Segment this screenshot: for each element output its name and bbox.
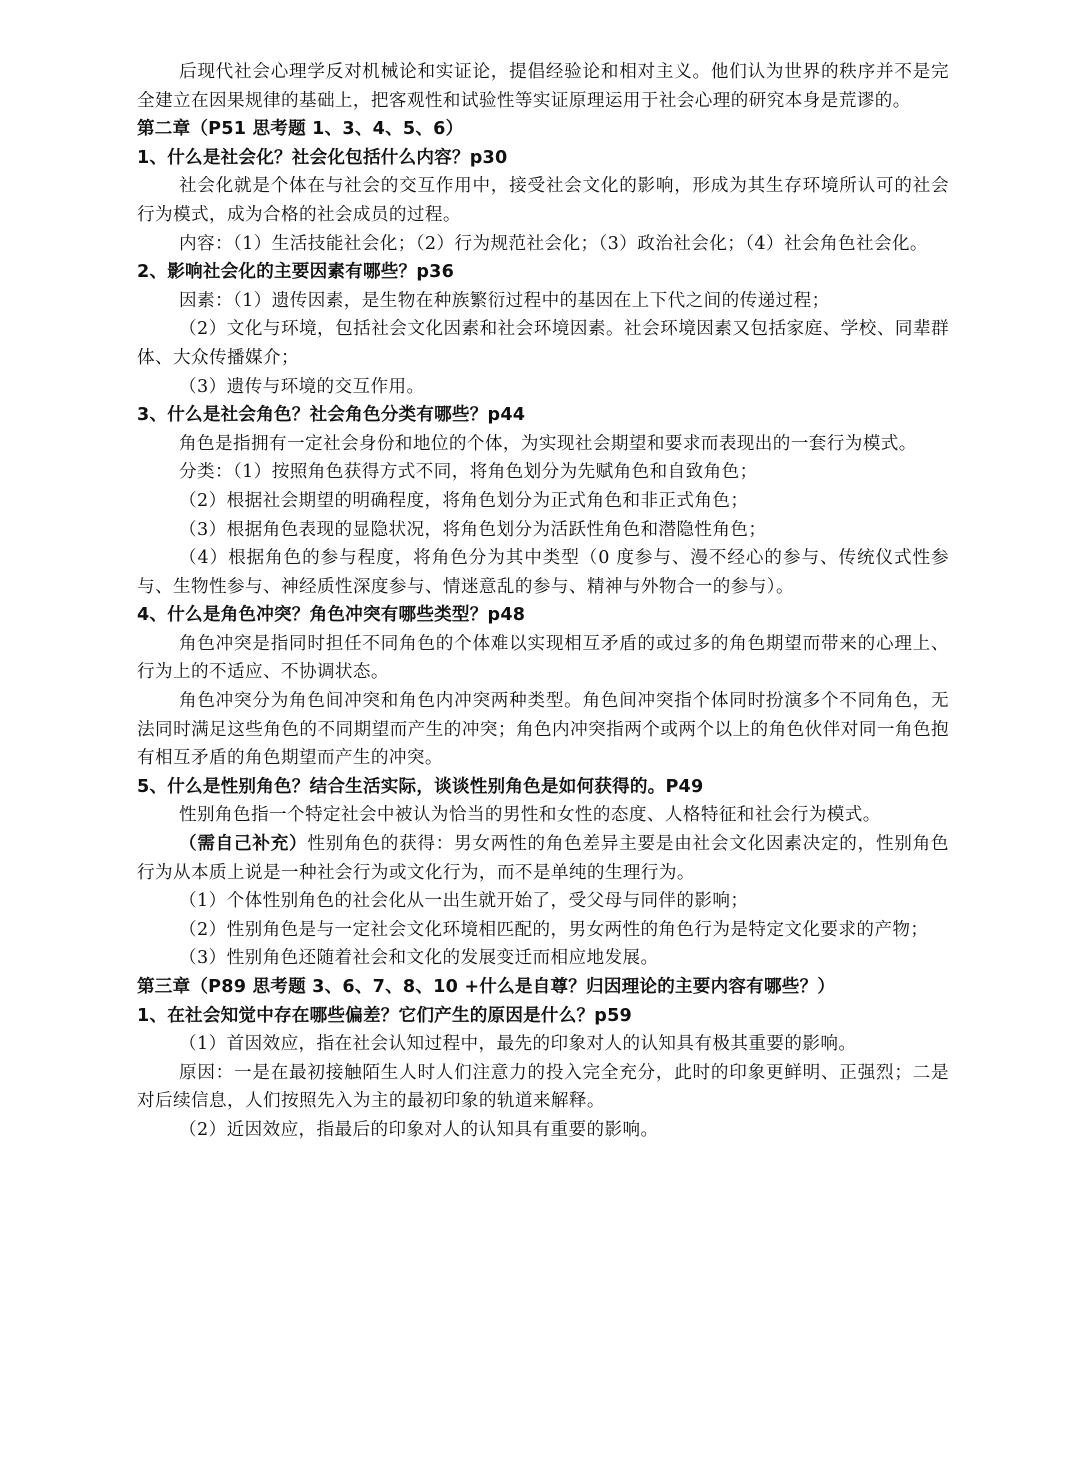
- paragraph: （3）性别角色还随着社会和文化的发展变迁而相应地发展。: [179, 948, 659, 969]
- document-page: [137, 58, 949, 1145]
- paragraph: （3）根据角色表现的显隐状况，将角色划分为活跃性角色和潜隐性角色；: [179, 519, 767, 540]
- paragraph: 角色是指拥有一定社会身份和地位的个体，为实现社会期望和要求而表现出的一套行为模式。: [179, 433, 917, 454]
- paragraph: 后现代社会心理学反对机械论和实证论，提倡经验论和相对主义。他们认为世界的秩序并不是完全建立在因果规律的基础上，把客观性和试验性等实证原理运用于社会心理的研究本身是荒谬的。: [137, 62, 949, 111]
- paragraph: （2）性别角色是与一定社会文化环境相匹配的，男女两性的角色行为是特定文化要求的产物；: [179, 919, 929, 940]
- paragraph: 角色冲突分为角色间冲突和角色内冲突两种类型。角色间冲突指个体同时扮演多个不同角色，无法同时满足这些角色的不同期望而产生的冲突；角色内冲突指两个或两个以上的角色伙伴对同一角色抱有相互矛盾的角色期望而产生的冲突。: [137, 691, 949, 769]
- paragraph: 分类：（1）按照角色获得方式不同，将角色划分为先赋角色和自致角色；: [179, 462, 758, 483]
- paragraph: （1）个体性别角色的社会化从一出生就开始了，受父母与同伴的影响；: [179, 891, 749, 912]
- bold-note: （需自己补充）: [179, 833, 308, 855]
- paragraph: （2）文化与环境，包括社会文化因素和社会环境因素。社会环境因素又包括家庭、学校、同辈群体、大众传播媒介；: [137, 319, 949, 368]
- question-heading: 5、什么是性别角色？结合生活实际，谈谈性别角色是如何获得的。P49: [137, 776, 704, 797]
- paragraph: （4）根据角色的参与程度，将角色分为其中类型（0 度参与、漫不经心的参与、传统仪式性参与、生物性参与、神经质性深度参与、情迷意乱的参与、精神与外物合一的参与）。: [137, 548, 949, 597]
- paragraph: [137, 830, 949, 887]
- question-heading: 2、影响社会化的主要因素有哪些？p36: [137, 262, 455, 283]
- chapter-heading: 第三章（P89 思考题 3、6、7、8、10 +什么是自尊？归因理论的主要内容有哪些？）: [137, 977, 836, 997]
- question-heading: 1、在社会知觉中存在哪些偏差？它们产生的原因是什么？p59: [137, 1005, 632, 1026]
- paragraph: 角色冲突是指同时担任不同角色的个体难以实现相互矛盾的或过多的角色期望而带来的心理上、行为上的不适应、不协调状态。: [137, 633, 949, 683]
- paragraph: 社会化就是个体在与社会的交互作用中，接受社会文化的影响，形成为其生存环境所认可的社会行为模式，成为合格的社会成员的过程。: [137, 176, 949, 225]
- paragraph: （2）近因效应，指最后的印象对人的认知具有重要的影响。: [179, 1119, 659, 1140]
- paragraph: （2）根据社会期望的明确程度，将角色划分为正式角色和非正式角色；: [179, 490, 749, 511]
- paragraph: 因素：（1）遗传因素，是生物在种族繁衍过程中的基因在上下代之间的传递过程；: [179, 290, 830, 311]
- question-heading: 3、什么是社会角色？社会角色分类有哪些？p44: [137, 405, 526, 426]
- paragraph: （3）遗传与环境的交互作用。: [179, 376, 425, 397]
- chapter-heading: 第二章（P51 思考题 1、3、4、5、6）: [137, 119, 464, 140]
- question-heading: 4、什么是角色冲突？角色冲突有哪些类型？p48: [137, 605, 526, 626]
- paragraph: 内容：（1）生活技能社会化；（2）行为规范社会化；（3）政治社会化；（4）社会角色社会化。: [179, 233, 928, 254]
- paragraph: 性别角色指一个特定社会中被认为恰当的男性和女性的态度、人格特征和社会行为模式。: [179, 805, 881, 826]
- question-heading: 1、什么是社会化？社会化包括什么内容？p30: [137, 147, 508, 168]
- paragraph: 原因：一是在最初接触陌生人时人们注意力的投入完全充分，此时的印象更鲜明、正强烈；二是对后续信息，人们按照先入为主的最初印象的轨道来解释。: [137, 1062, 949, 1112]
- paragraph-text: 性别角色的获得：男女两性的角色差异主要是由社会文化因素决定的，性别角色行为从本质上说是一种社会行为或文化行为，而不是单纯的生理行为。: [137, 834, 949, 883]
- paragraph: （1）首因效应，指在社会认知过程中，最先的印象对人的认知具有极其重要的影响。: [179, 1034, 857, 1055]
